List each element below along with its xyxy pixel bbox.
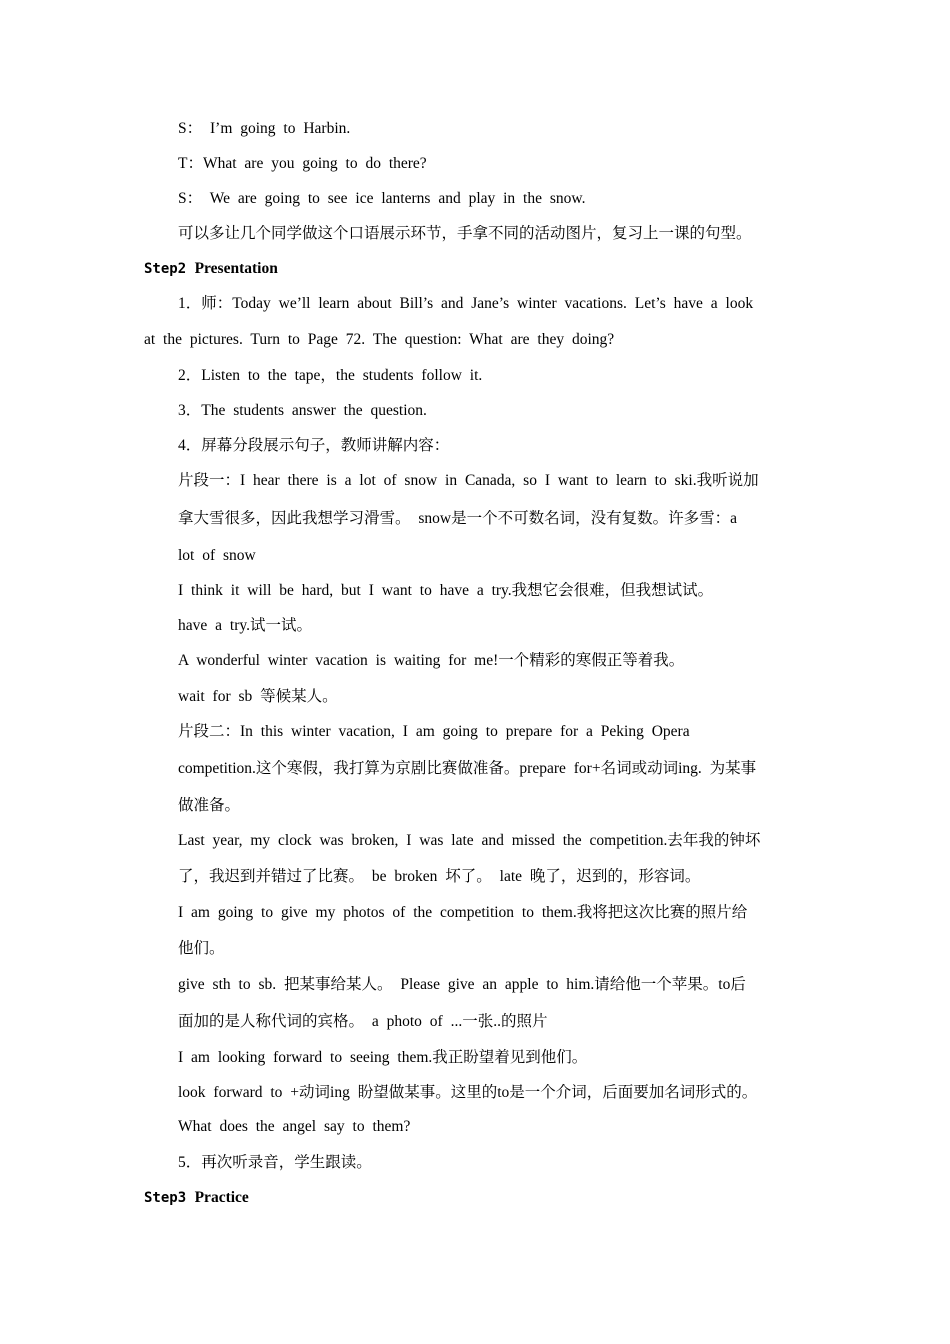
step2-title: Presentation: [194, 260, 278, 277]
teacher-note: 可以多让几个同学做这个口语展示环节，手拿不同的活动图片，复习上一课的句型。: [178, 225, 752, 242]
paragraph-line: 5．再次听录音，学生跟读。: [178, 1154, 372, 1171]
paragraph-line: 片段一：I hear there is a lot of snow in Canada, so I want to learn to ski.我听说加: [178, 472, 759, 489]
dialogue-line-t: T：What are you going to do there?: [178, 155, 427, 172]
paragraph-line: at the pictures. Turn to Page 72. The question: What are they doing?: [144, 331, 615, 348]
step2-heading: [144, 259, 278, 279]
paragraph-line: lot of snow: [178, 547, 256, 564]
paragraph-line: look forward to +动词ing 盼望做某事。这里的to是一个介词，后面要加名词形式的。: [178, 1084, 758, 1101]
step2-label: Step2: [144, 261, 187, 277]
step3-title: Practice: [194, 1189, 249, 1206]
paragraph-line: 2．Listen to the tape，the students follow it.: [178, 367, 483, 384]
paragraph-line: 1．师：Today we’ll learn about Bill’s and Jane’s winter vacations. Let’s have a look: [178, 295, 754, 312]
paragraph-line: 4．屏幕分段展示句子，教师讲解内容：: [178, 437, 450, 454]
paragraph-line: A wonderful winter vacation is waiting for me!一个精彩的寒假正等着我。: [178, 652, 685, 669]
paragraph-line: 做准备。: [178, 797, 241, 814]
step3-label: Step3: [144, 1190, 187, 1206]
step3-heading: [144, 1188, 249, 1208]
paragraph-line: What does the angel say to them?: [178, 1118, 411, 1135]
dialogue-line-s1: S： I’m going to Harbin.: [178, 120, 351, 137]
paragraph-line: have a try.试一试。: [178, 617, 312, 634]
paragraph-line: 他们。: [178, 940, 225, 957]
paragraph-line: 3．The students answer the question.: [178, 402, 427, 419]
dialogue-line-s2: S： We are going to see ice lanterns and play in the snow.: [178, 190, 586, 207]
paragraph-line: 了，我迟到并错过了比赛。 be broken 坏了。 late 晚了，迟到的，形容词。: [178, 868, 701, 885]
paragraph-line: Last year, my clock was broken, I was late and missed the competition.去年我的钟坏: [178, 832, 761, 849]
paragraph-line: I am going to give my photos of the competition to them.我将把这次比赛的照片给: [178, 904, 748, 921]
paragraph-line: 面加的是人称代词的宾格。 a photo of ...一张..的照片: [178, 1013, 548, 1030]
paragraph-line: I am looking forward to seeing them.我正盼望着见到他们。: [178, 1049, 588, 1066]
paragraph-line: wait for sb 等候某人。: [178, 688, 338, 705]
paragraph-line: give sth to sb. 把某事给某人。 Please give an apple to him.请给他一个苹果。to后: [178, 976, 746, 993]
paragraph-line: 拿大雪很多，因此我想学习滑雪。 snow是一个不可数名词，没有复数。许多雪：a: [178, 510, 737, 527]
paragraph-line: I think it will be hard, but I want to have a try.我想它会很难，但我想试试。: [178, 582, 714, 599]
paragraph-line: competition.这个寒假，我打算为京剧比赛做准备。prepare for+名词或动词ing. 为某事: [178, 760, 757, 777]
paragraph-line: 片段二：In this winter vacation, I am going to prepare for a Peking Opera: [178, 723, 690, 740]
